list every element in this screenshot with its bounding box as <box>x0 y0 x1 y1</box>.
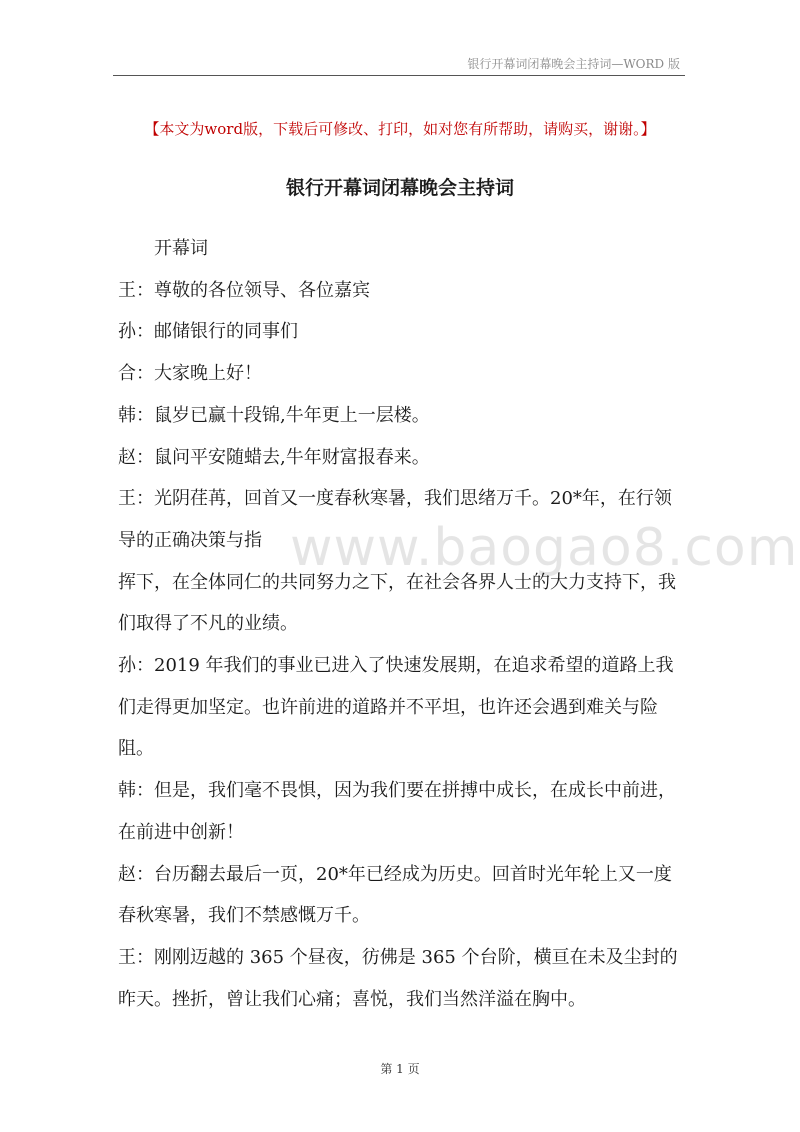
paragraph: 王：光阴荏苒，回首又一度春秋寒暑，我们思绪万千。20*年，在行领导的正确决策与指 <box>118 488 672 551</box>
page-number: 第 1 页 <box>380 1062 420 1076</box>
paragraph: 王：尊敬的各位领导、各位嘉宾 <box>118 279 370 301</box>
paragraph: 孙：2019 年我们的事业已进入了快速发展期，在追求希望的道路上我们走得更加坚定。也许前进的道路并不平坦，也许还会遇到难关与险阻。 <box>118 655 674 760</box>
page-header-title: 银行开幕词闭幕晚会主持词—WORD 版 <box>467 57 680 71</box>
paragraph: 王：刚刚迈越的 365 个昼夜，彷佛是 365 个台阶，横亘在未及尘封的昨天。挫折，曾让我们心痛；喜悦，我们当然洋溢在胸中。 <box>118 946 678 1010</box>
document-title: 银行开幕词闭幕晚会主持词 <box>285 177 514 199</box>
paragraph: 韩：但是，我们毫不畏惧，因为我们要在拼搏中成长，在成长中前进，在前进中创新！ <box>118 780 676 843</box>
purchase-notice: 【本文为word版，下载后可修改、打印，如对您有所帮助，请购买，谢谢。】 <box>144 120 656 138</box>
paragraph: 赵：鼠问平安随蜡去,牛年财富报春来。 <box>118 446 430 468</box>
paragraph: 孙：邮储银行的同事们 <box>118 321 298 343</box>
section-heading: 开幕词 <box>154 238 208 259</box>
paragraph: 合：大家晚上好！ <box>118 363 262 385</box>
header-divider <box>113 75 685 76</box>
document-body <box>118 228 688 1020</box>
paragraph: 赵：台历翻去最后一页，20*年已经成为历史。回首时光年轮上又一度春秋寒暑，我们不禁感慨万千。 <box>118 863 672 927</box>
watermark: www.baogao8.com <box>290 518 799 578</box>
paragraph: 挥下，在全体同仁的共同努力之下，在社会各界人士的大力支持下，我们取得了不凡的业绩。 <box>118 571 676 635</box>
paragraph: 韩：鼠岁已赢十段锦,牛年更上一层楼。 <box>118 404 430 426</box>
